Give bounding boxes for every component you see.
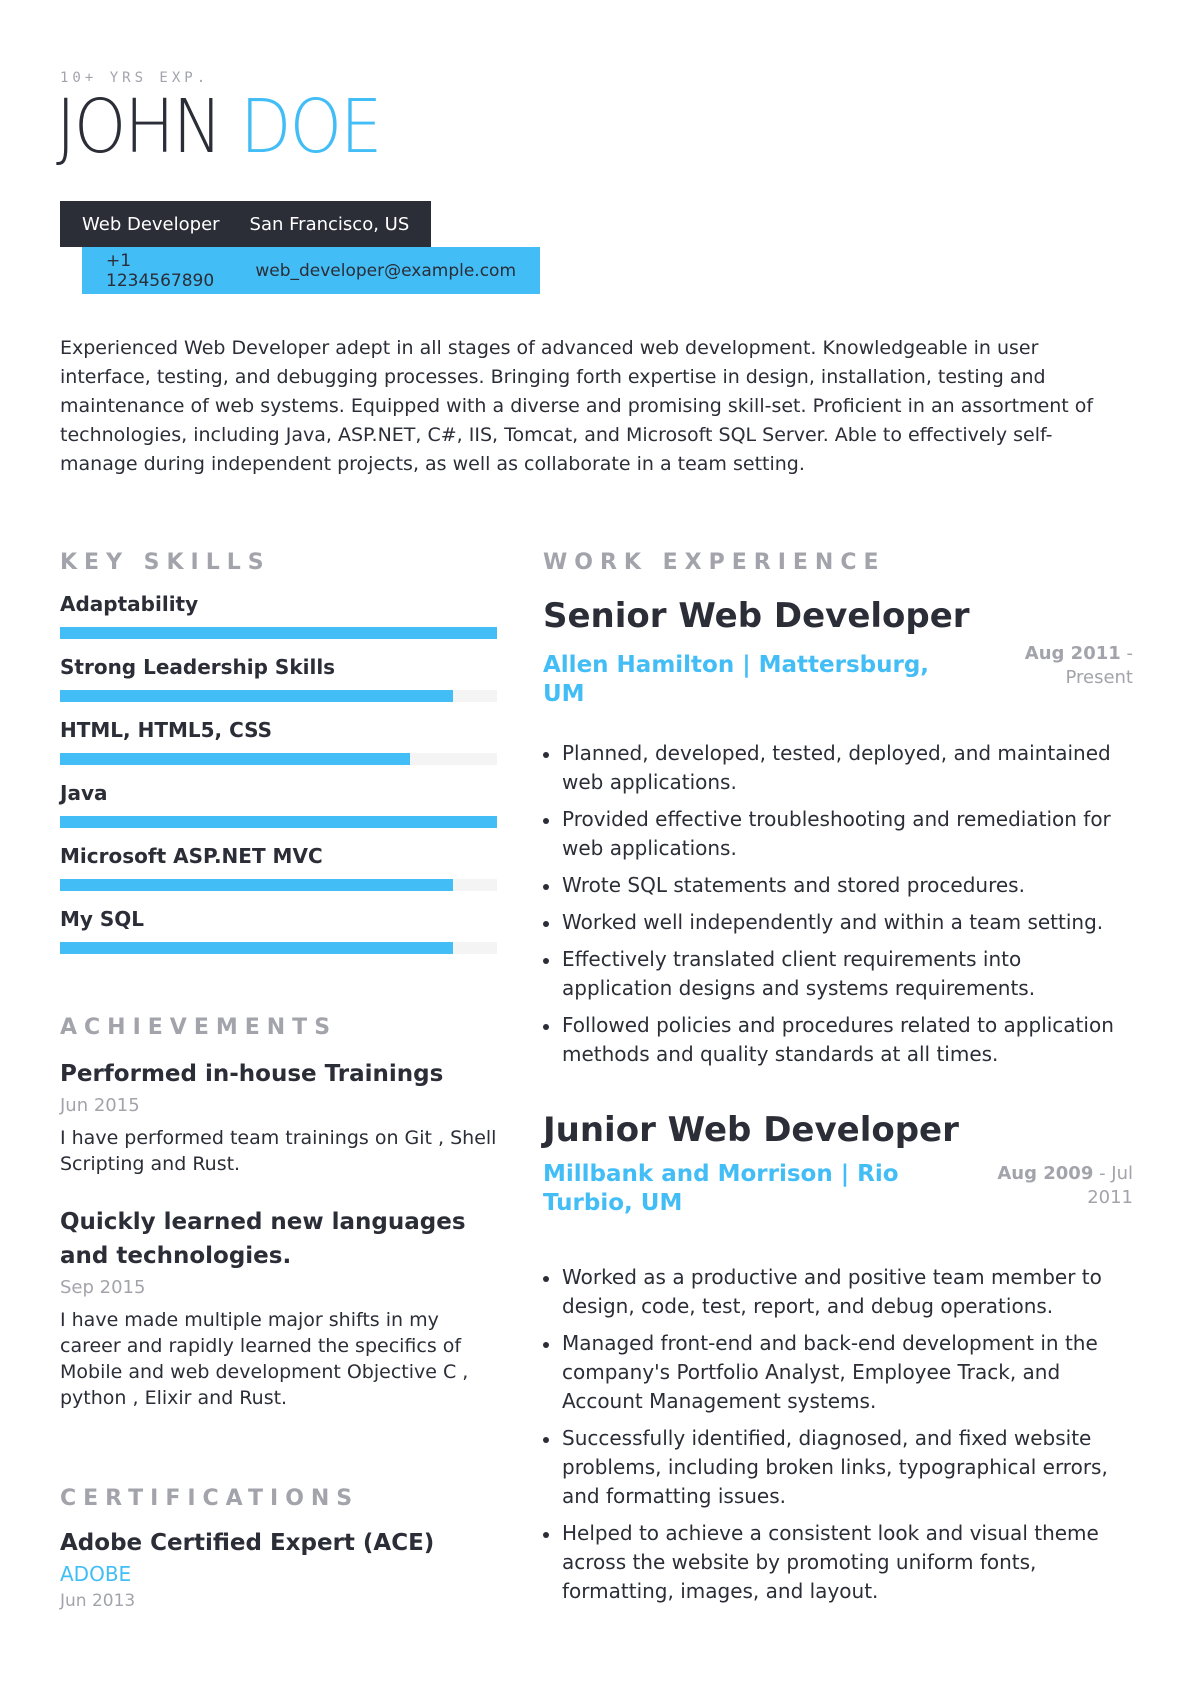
achievement-title: Quickly learned new languages and technologies. [60, 1209, 466, 1269]
certification-title: Adobe Certified Expert (ACE) [60, 1530, 435, 1556]
job-company: Allen Hamilton | Mattersburg, UM [543, 652, 930, 707]
achievements-heading: ACHIEVEMENTS [60, 1015, 338, 1040]
skill-item [60, 781, 497, 844]
achievement-description: I have performed team trainings on Git , Shell Scripting and Rust. [60, 1127, 497, 1175]
skill-bar [60, 816, 497, 828]
skill-bar-fill [60, 879, 453, 891]
skill-item [60, 592, 497, 655]
skill-name: My SQL [60, 907, 145, 931]
skill-name: Java [60, 781, 108, 805]
last-name: DOE [240, 84, 381, 170]
job-bullet: Planned, developed, tested, deployed, and maintained web applications. [543, 739, 1133, 797]
certification-date: Jun 2013 [60, 1591, 136, 1611]
job-title: Junior Web Developer [543, 1110, 959, 1150]
job-bullets [543, 1263, 1133, 1614]
skill-name: Adaptability [60, 592, 199, 616]
skill-name: Microsoft ASP.NET MVC [60, 844, 323, 868]
skill-bar-fill [60, 942, 453, 954]
skill-name: Strong Leadership Skills [60, 655, 336, 679]
skill-name: HTML, HTML5, CSS [60, 718, 273, 742]
job-bullet: Helped to achieve a consistent look and visual theme across the website by promoting uniform fonts, formatting, images, and layout. [543, 1519, 1133, 1606]
role-location-bar [60, 201, 431, 247]
first-name: JOHN [56, 84, 221, 170]
email[interactable]: web_developer@example.com [255, 260, 516, 281]
job-bullet: Worked well independently and within a team setting. [543, 908, 1133, 937]
summary: Experienced Web Developer adept in all stages of advanced web development. Knowledgeable in user interface, testing, and debugging processes. Bringing forth expertise in design, installation, testing and maintenance of web systems. Equipped with a diverse and promising skill-set. Proficient in an assortment of technologies, including Java, ASP.NET, C#, IIS, Tomcat, and Microsoft SQL Server. Able to effectively self-manage during independent projects, as well as collaborate in a team setting. [60, 337, 1094, 475]
phone: +1 1234567890 [106, 250, 215, 291]
achievement-item [60, 1205, 500, 1411]
skill-item [60, 907, 497, 970]
job-end-date: Present [1065, 667, 1133, 688]
skill-item [60, 655, 497, 718]
job-bullet: Effectively translated client requirements into application designs and systems requirements. [543, 945, 1133, 1003]
job-company: Millbank and Morrison | Rio Turbio, UM [543, 1161, 899, 1216]
work-experience-heading: WORK EXPERIENCE [543, 550, 886, 575]
location: San Francisco, US [249, 213, 410, 235]
skill-bar [60, 690, 497, 702]
job-bullet: Wrote SQL statements and stored procedures. [543, 871, 1133, 900]
job-entry [543, 596, 1133, 1066]
achievement-date: Jun 2015 [60, 1095, 140, 1116]
skill-bar-fill [60, 627, 497, 639]
skill-bar [60, 627, 497, 639]
job-entry [543, 1110, 1133, 1603]
job-date-separator: - [1120, 643, 1133, 664]
skill-bar [60, 879, 497, 891]
job-dates [973, 1162, 1133, 1210]
skill-bar-fill [60, 753, 410, 765]
job-dates [993, 642, 1133, 690]
skills-heading: KEY SKILLS [60, 550, 271, 575]
certification-issuer: ADOBE [60, 1562, 132, 1586]
job-end-date: 2011 [1087, 1187, 1133, 1208]
achievement-description: I have made multiple major shifts in my career and rapidly learned the specifics of Mobile and web development Objective C , python , Elixir and Rust. [60, 1309, 469, 1409]
achievement-title: Performed in-house Trainings [60, 1061, 444, 1087]
skill-bar-fill [60, 816, 497, 828]
job-start-date: Aug 2009 [997, 1163, 1094, 1184]
skill-item [60, 718, 497, 781]
certification-item [60, 1530, 500, 1611]
contact-bar [82, 247, 540, 294]
job-bullet: Followed policies and procedures related to application methods and quality standards at all times. [543, 1011, 1133, 1069]
certifications-heading: CERTIFICATIONS [60, 1486, 360, 1511]
job-start-date: Aug 2011 [1024, 643, 1121, 664]
skills-list [60, 592, 497, 970]
achievement-date: Sep 2015 [60, 1277, 146, 1298]
skill-bar [60, 942, 497, 954]
candidate-name [56, 84, 381, 170]
skill-bar [60, 753, 497, 765]
job-bullet: Successfully identified, diagnosed, and fixed website problems, including broken links, typographical errors, and formatting issues. [543, 1424, 1133, 1511]
experience-label: 10+ YRS EXP. [60, 70, 210, 86]
job-bullet: Provided effective troubleshooting and remediation for web applications. [543, 805, 1133, 863]
job-bullet: Managed front-end and back-end development in the company's Portfolio Analyst, Employee Track, and Account Management systems. [543, 1329, 1133, 1416]
job-date-separator: - Jul [1093, 1163, 1133, 1184]
job-bullets [543, 739, 1133, 1077]
skill-bar-fill [60, 690, 453, 702]
skill-item [60, 844, 497, 907]
job-bullet: Worked as a productive and positive team member to design, code, test, report, and debug operations. [543, 1263, 1133, 1321]
role: Web Developer [82, 213, 220, 235]
job-title: Senior Web Developer [543, 596, 970, 636]
achievement-item [60, 1057, 500, 1177]
